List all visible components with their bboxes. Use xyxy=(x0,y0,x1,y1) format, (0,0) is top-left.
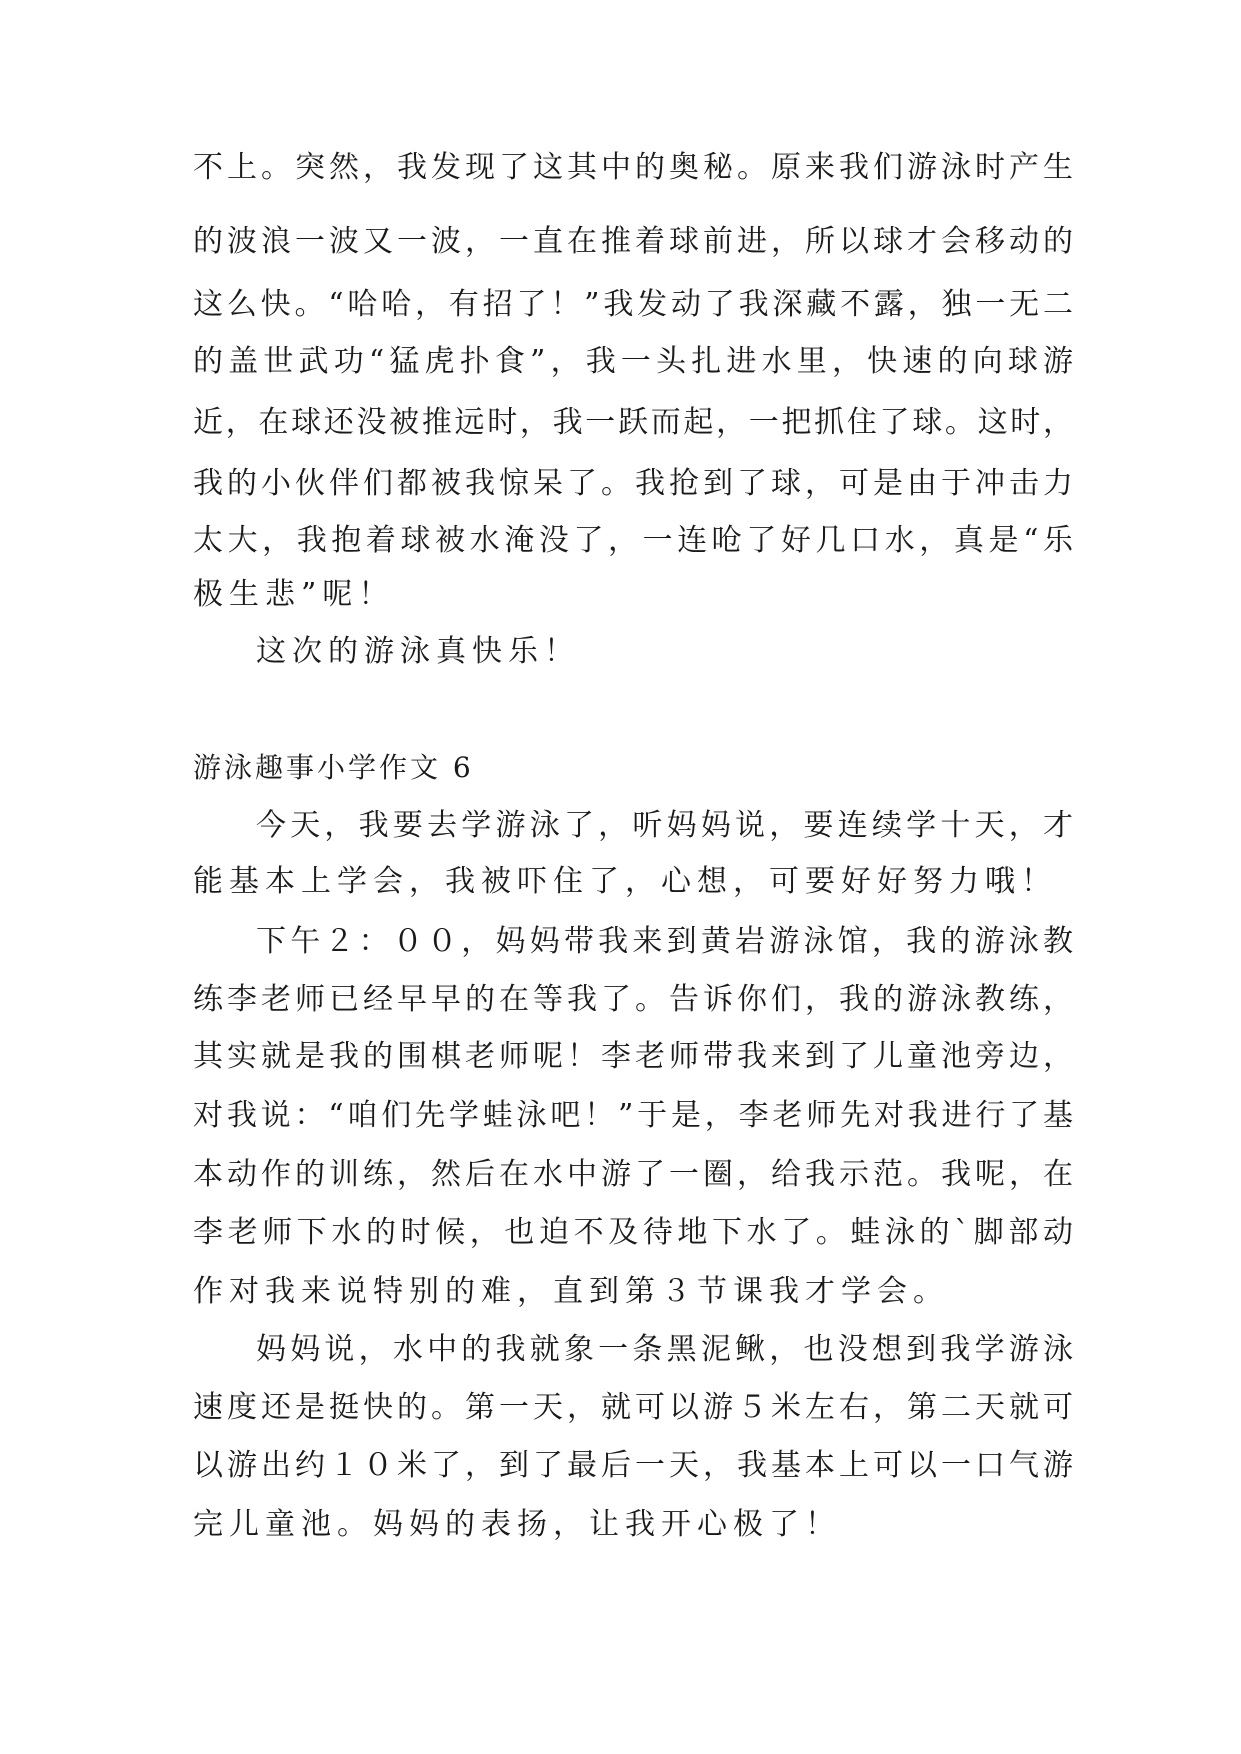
paragraph-line: 不上。突然，我发现了这其中的奥秘。原来我们游泳时产生 xyxy=(193,150,1073,185)
paragraph-line: 妈妈说，水中的我就象一条黑泥鳅，也没想到我学游泳 xyxy=(256,1332,1073,1367)
paragraph-line: 速度还是挺快的。第一天，就可以游５米左右，第二天就可 xyxy=(193,1390,1073,1425)
paragraph-line: 以游出约１０米了，到了最后一天，我基本上可以一口气游 xyxy=(193,1448,1073,1483)
paragraph-line: 本动作的训练，然后在水中游了一圈，给我示范。我呢，在 xyxy=(193,1157,1073,1192)
paragraph-line: 的波浪一波又一波，一直在推着球前进，所以球才会移动的 xyxy=(193,224,1073,259)
closing-line: 这次的游泳真快乐！ xyxy=(256,634,580,669)
paragraph-line: 练李老师已经早早的在等我了。告诉你们，我的游泳教练， xyxy=(193,982,1073,1017)
paragraph-line: 完儿童池。妈妈的表扬，让我开心极了！ xyxy=(193,1507,841,1542)
paragraph-line: 对我说：“咱们先学蛙泳吧！”于是，李老师先对我进行了基 xyxy=(193,1098,1073,1133)
paragraph-line: 近，在球还没被推远时，我一跃而起，一把抓住了球。这时， xyxy=(193,405,1073,440)
paragraph-line: 这么快。“哈哈，有招了！”我发动了我深藏不露，独一无二 xyxy=(193,287,1073,322)
paragraph-line: 的盖世武功“猛虎扑食”，我一头扎进水里，快速的向球游 xyxy=(193,344,1073,379)
paragraph-line: 今天，我要去学游泳了，听妈妈说，要连续学十天，才 xyxy=(256,808,1073,843)
paragraph-line: 李老师下水的时候，也迫不及待地下水了。蛙泳的`脚部动 xyxy=(193,1215,1073,1250)
paragraph-line: 作对我来说特别的难，直到第３节课我才学会。 xyxy=(193,1274,949,1309)
paragraph-line: 能基本上学会，我被吓住了，心想，可要好好努力哦！ xyxy=(193,864,1057,899)
section-title: 游泳趣事小学作文 6 xyxy=(193,751,474,784)
paragraph-line: 极生悲”呢！ xyxy=(193,577,395,612)
paragraph-line: 其实就是我的围棋老师呢！李老师带我来到了儿童池旁边， xyxy=(193,1039,1073,1074)
paragraph-line: 下午２：００，妈妈带我来到黄岩游泳馆，我的游泳教 xyxy=(256,924,1073,959)
paragraph-line: 我的小伙伴们都被我惊呆了。我抢到了球，可是由于冲击力 xyxy=(193,466,1073,501)
paragraph-line: 太大，我抱着球被水淹没了，一连呛了好几口水，真是“乐 xyxy=(193,523,1073,558)
